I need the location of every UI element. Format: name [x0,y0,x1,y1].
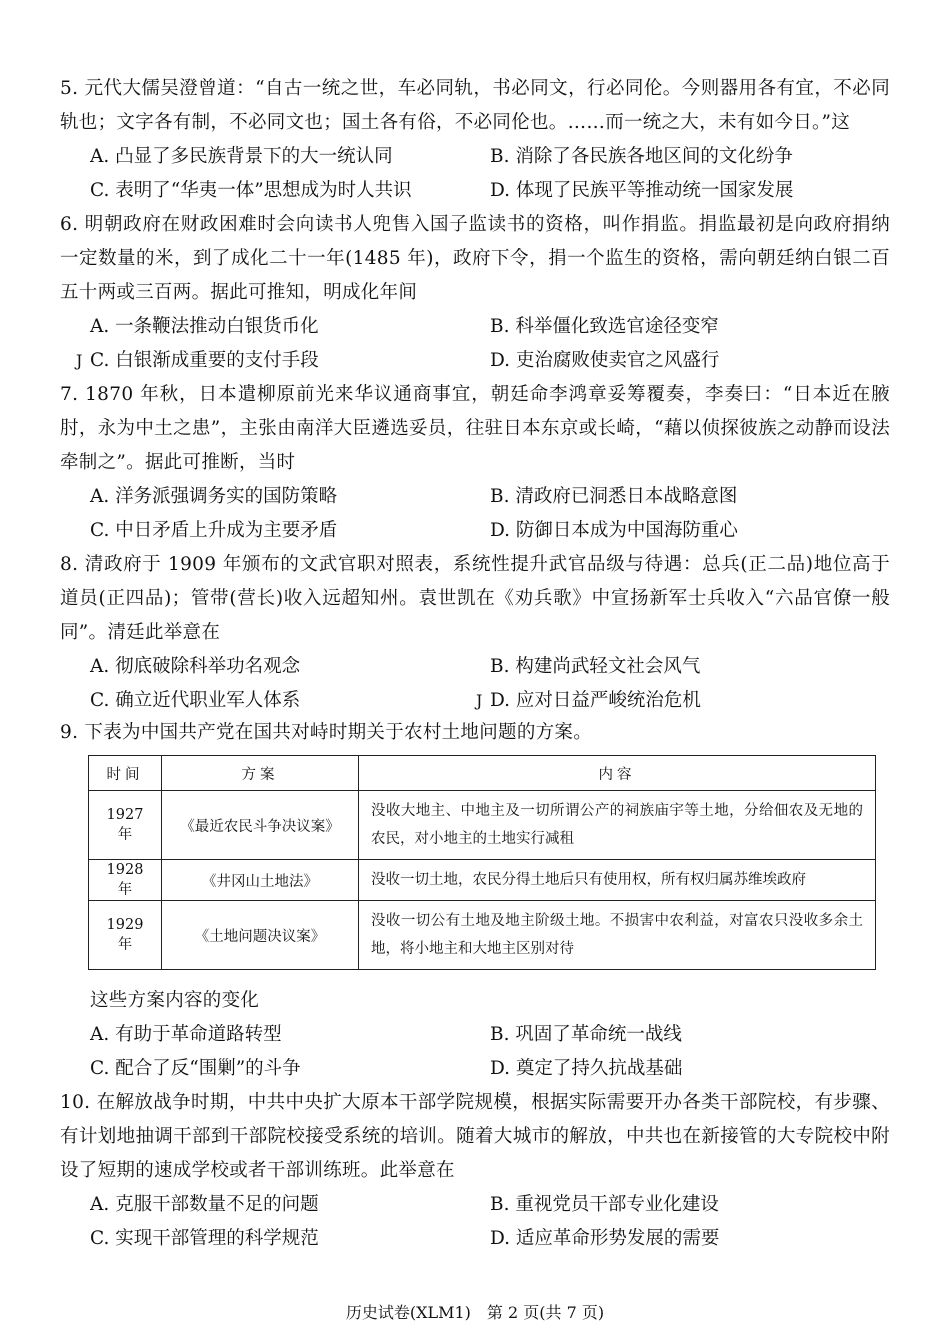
table-cell: 没收大地主、中地主及一切所谓公产的祠族庙宇等土地，分给佃农及无地的农民，对小地主的土地实行减租 [359,791,876,860]
question-stem: 8. 清政府于 1909 年颁布的文武官职对照表，系统性提升武官品级与待遇：总兵(正二品)地位高于道员(正四品)；管带(营长)收入远超知州。袁世凯在《劝兵歌》中宣扬新军士兵收入“六品官僚一般同”。清廷此举意在 [60,554,890,643]
pen-mark: J [476,691,483,710]
option-c: C. 白银渐成重要的支付手段 [90,350,319,371]
options [60,1188,890,1256]
option-b[interactable]: B. 巩固了革命统一战线 [490,1024,682,1045]
question-9-followup [60,984,890,1086]
option-a[interactable]: A. 克服干部数量不足的问题 [90,1194,319,1215]
options [60,310,890,378]
option-d[interactable]: D. 体现了民族平等推动统一国家发展 [490,180,794,201]
table-cell: 没收一切公有土地及地主阶级土地。不损害中农利益，对富农只没收多余土地，将小地主和大地主区别对待 [359,901,876,970]
question-stem: 5. 元代大儒吴澄曾道：“自古一统之世，车必同轨，书必同文，行必同伦。今则器用各有宜，不必同轨也；文字各有制，不必同文也；国土各有俗，不必同伦也。……而一统之大，未有如今日。”这 [60,78,890,133]
option-a[interactable]: A. 一条鞭法推动白银货币化 [90,316,319,337]
option-d[interactable]: D. 奠定了持久抗战基础 [490,1058,683,1079]
question-6 [60,208,890,378]
table-header-row [89,756,876,791]
option-a[interactable]: A. 有助于革命道路转型 [90,1024,282,1045]
table-cell: 1927 年 [89,791,162,860]
option-d-wrap[interactable] [476,684,910,718]
question-9 [60,716,890,750]
options [60,480,890,548]
table-cell: 《井冈山土地法》 [162,860,359,901]
question-7 [60,378,890,548]
question-stem: 6. 明朝政府在财政困难时会向读书人兜售入国子监读书的资格，叫作捐监。捐监最初是向政府捐纳一定数量的米，到了成化二十一年(1485 年)，政府下令，捐一个监生的资格，需向朝廷纳白银二百五十两或三百两。据此可推知，明成化年间 [60,214,890,303]
table-cell: 《土地问题决议案》 [162,901,359,970]
table-header: 时间 [89,756,162,791]
table-cell: 1929 年 [89,901,162,970]
page-footer: 历史试卷(XLM1) 第 2 页(共 7 页) [345,1303,605,1322]
option-c[interactable]: C. 中日矛盾上升成为主要矛盾 [90,520,338,541]
pen-mark: J [76,351,83,370]
option-c[interactable]: C. 确立近代职业军人体系 [90,690,301,711]
question-stem: 7. 1870 年秋，日本遣柳原前光来华议通商事宜，朝廷命李鸿章妥筹覆奏，李奏曰：“日本近在腋肘，永为中土之患”，主张由南洋大臣遴选妥员，往驻日本东京或长崎，“藉以侦探彼族之动静而设法牵制之”。据此可推断，当时 [60,384,890,473]
question-8 [60,548,890,718]
land-policy-table [88,755,876,970]
option-b[interactable]: B. 消除了各民族各地区间的文化纷争 [490,146,793,167]
options [60,140,890,208]
option-c-wrap[interactable] [76,344,490,378]
table-row [89,860,876,901]
table-row [89,791,876,860]
question-5 [60,72,890,208]
option-d[interactable]: D. 适应革命形势发展的需要 [490,1228,720,1249]
question-stem: 9. 下表为中国共产党在国共对峙时期关于农村土地问题的方案。 [60,722,593,743]
table-cell: 没收一切土地，农民分得土地后只有使用权，所有权归属苏维埃政府 [359,860,876,901]
option-b[interactable]: B. 重视党员干部专业化建设 [490,1194,719,1215]
table-header: 方案 [162,756,359,791]
table-cell: 1928 年 [89,860,162,901]
option-b[interactable]: B. 清政府已洞悉日本战略意图 [490,486,738,507]
option-b[interactable]: B. 科举僵化致选官途径变窄 [490,316,719,337]
options [60,650,890,718]
table-row [89,901,876,970]
option-c[interactable]: C. 实现干部管理的科学规范 [90,1228,319,1249]
question-stem: 10. 在解放战争时期，中共中央扩大原本干部学院规模，根据实际需要开办各类干部院校，有步骤、有计划地抽调干部到干部院校接受系统的培训。随着大城市的解放，中共也在新接管的大专院校中附设了短期的速成学校或者干部训练班。此举意在 [60,1092,890,1181]
option-a[interactable]: A. 凸显了多民族背景下的大一统认同 [90,146,393,167]
option-c[interactable]: C. 表明了“华夷一体”思想成为时人共识 [90,180,412,201]
option-d[interactable]: D. 吏治腐败使卖官之风盛行 [490,350,720,371]
option-c[interactable]: C. 配合了反“围剿”的斗争 [90,1058,301,1079]
option-a[interactable]: A. 洋务派强调务实的国防策略 [90,486,338,507]
options [60,1018,890,1086]
option-b[interactable]: B. 构建尚武轻文社会风气 [490,656,701,677]
option-d: D. 应对日益严峻统治危机 [490,690,701,711]
option-d[interactable]: D. 防御日本成为中国海防重心 [490,520,738,541]
table-cell: 《最近农民斗争决议案》 [162,791,359,860]
question-10 [60,1086,890,1256]
question-followup: 这些方案内容的变化 [90,990,260,1011]
option-a[interactable]: A. 彻底破除科举功名观念 [90,656,301,677]
table-header: 内容 [359,756,876,791]
